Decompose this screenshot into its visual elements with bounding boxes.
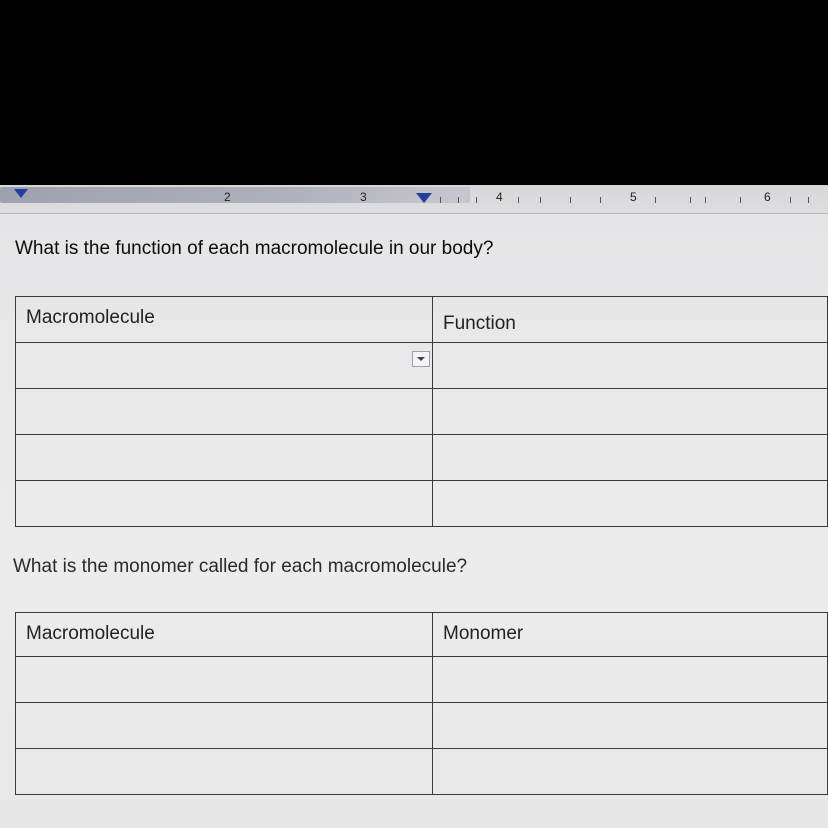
- column-header-macromolecule: Macromolecule: [26, 623, 155, 644]
- table-row: [16, 389, 828, 435]
- column-header-macromolecule: Macromolecule: [26, 307, 155, 328]
- question-monomer: What is the monomer called for each macromolecule?: [13, 556, 468, 577]
- table-row: [16, 703, 828, 749]
- ruler-tick: [655, 197, 656, 203]
- table-cell[interactable]: [433, 297, 828, 343]
- table-cell[interactable]: [16, 749, 433, 795]
- table-row: [16, 435, 828, 481]
- table-cell[interactable]: [16, 481, 433, 527]
- ruler-tick: [790, 197, 791, 203]
- ruler-tick: [518, 197, 519, 203]
- ruler-tick: [600, 197, 601, 203]
- ruler-number: 5: [630, 190, 637, 204]
- ruler-number: 2: [224, 190, 231, 204]
- dark-top-area: [0, 0, 828, 185]
- column-header-monomer: Monomer: [443, 623, 524, 644]
- table-row: [16, 481, 828, 527]
- ruler-number: 4: [496, 190, 503, 204]
- ruler-tick: [740, 197, 741, 203]
- horizontal-ruler[interactable]: [0, 185, 828, 214]
- table-cell[interactable]: [433, 343, 828, 389]
- previous-line-ghost: [0, 187, 470, 203]
- ruler-tick: [540, 197, 541, 203]
- table-cell[interactable]: [16, 389, 433, 435]
- ruler-tick: [705, 197, 706, 203]
- monomer-table[interactable]: [15, 612, 828, 795]
- table-cell[interactable]: [16, 657, 433, 703]
- table-row: [16, 749, 828, 795]
- ruler-tick: [476, 197, 477, 203]
- column-header-function: Function: [443, 313, 516, 334]
- table-cell[interactable]: [16, 343, 433, 389]
- table-cell[interactable]: [433, 657, 828, 703]
- table-cell[interactable]: [16, 297, 433, 343]
- table-cell[interactable]: [433, 703, 828, 749]
- table-cell[interactable]: [433, 749, 828, 795]
- table-cell[interactable]: [16, 703, 433, 749]
- ruler-tick: [570, 197, 571, 203]
- ruler-tick: [808, 197, 809, 203]
- table-cell[interactable]: [433, 435, 828, 481]
- table-cell[interactable]: [16, 435, 433, 481]
- question-function: What is the function of each macromolecule in our body?: [15, 238, 494, 259]
- ruler-tick: [440, 197, 441, 203]
- table-header-row: [16, 297, 828, 343]
- ruler-number: 3: [360, 190, 367, 204]
- left-indent-marker[interactable]: [14, 189, 28, 198]
- dropdown-arrow-icon[interactable]: [412, 351, 430, 367]
- table-cell[interactable]: [433, 389, 828, 435]
- table-row: [16, 657, 828, 703]
- table-cell[interactable]: [16, 613, 433, 657]
- tab-indent-marker[interactable]: [416, 193, 432, 203]
- table-cell[interactable]: [433, 481, 828, 527]
- ruler-tick: [458, 197, 459, 203]
- table-cell[interactable]: [433, 613, 828, 657]
- ruler-number: 6: [764, 190, 771, 204]
- function-table[interactable]: [15, 296, 828, 527]
- ruler-tick: [690, 197, 691, 203]
- table-header-row: [16, 613, 828, 657]
